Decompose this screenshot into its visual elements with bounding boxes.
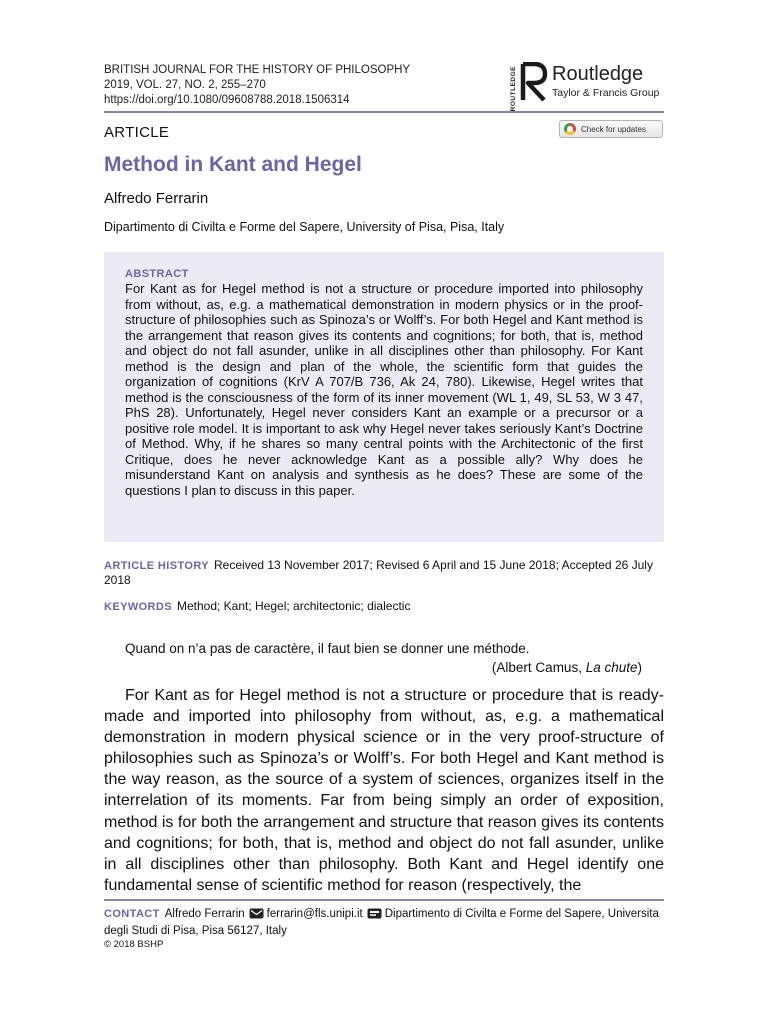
header-divider	[104, 111, 664, 113]
article-type-label: ARTICLE	[104, 124, 170, 141]
epigraph-source	[420, 660, 642, 675]
article-history-label: ARTICLE HISTORY	[104, 560, 210, 572]
check-updates-icon	[564, 123, 576, 135]
epigraph-quote: Quand on n’a pas de caractère, il faut bien se donner une méthode.	[125, 641, 530, 656]
publisher-name: Routledge	[552, 63, 644, 85]
article-title: Method in Kant and Hegel	[104, 153, 362, 176]
contact-name: Alfredo Ferrarin	[164, 908, 245, 920]
contact-email[interactable]: ferrarin@fls.unipi.it	[266, 908, 363, 920]
author-name: Alfredo Ferrarin	[104, 190, 209, 207]
abstract-heading: ABSTRACT	[125, 268, 189, 280]
keywords	[104, 599, 410, 613]
abstract-text: For Kant as for Hegel method is not a structure or procedure imported into philosophy from without, as, e.g. a mathematical demonstration in modern physics or in the proof-structure of philosophies such as Spinoza’s or Wolff’s. For both Hegel and Kant method is the arrangement that reason gives its contents and cognitions; for both, that is, method and object do not fall asunder, unlike in all disciplines other than philosophy. For Kant method is the design and plan of the whole, the scientific form that guides the organization of cognitions (KrV A 707/B 736, Ak 24, 780). Likewise, Hegel writes that method is the consciousness of the form of its inner movement (WL 1, 49, SL 53, W 3 47, PhS 28). Unfortunately, Hegel never considers Kant an example or a precursor or a positive role model. It is important to ask why Hegel never takes seriously Kant’s Doctrine of Method. Why, if he shares so many central points with the Architectonic of the first Critique, does he never acknowledge Kant as a possible ally? Why does he misunderstand Kant on analysis and synthesis as he does? These are some of the questions I plan to discuss in this paper.	[125, 281, 643, 498]
publisher-group: Taylor & Francis Group	[552, 87, 660, 99]
epigraph-source-close: )	[637, 660, 642, 675]
doi-link[interactable]: https://doi.org/10.1080/09608788.2018.1506314	[104, 94, 350, 106]
contact-address: Dipartimento di Civilta e Forme del Sapere, Universita degli Studi di Pisa, Pisa 56127, Italy	[104, 908, 659, 937]
volume-line: 2019, VOL. 27, NO. 2, 255–270	[104, 79, 266, 91]
journal-header	[104, 63, 410, 108]
journal-name: BRITISH JOURNAL FOR THE HISTORY OF PHILOSOPHY	[104, 64, 411, 76]
copyright-notice: © 2018 BSHP	[104, 939, 164, 950]
logo-side-text: ROUTLEDGE	[510, 66, 517, 112]
keywords-text: Method; Kant; Hegel; architectonic; dialectic	[176, 599, 411, 613]
routledge-r-icon	[520, 62, 550, 102]
epigraph-source-open: (Albert Camus,	[491, 660, 586, 675]
contact-label: CONTACT	[104, 908, 160, 920]
body-paragraph: For Kant as for Hegel method is not a structure or procedure that is ready-made and imported into philosophy from without, as, e.g. a mathematical demonstration in modern physical science or in the very proof-structure of philosophies such as Spinoza’s or Wolff’s. For both Hegel and Kant method is the way reason, as the source of a system of sciences, organizes itself in the interrelation of its moments. Far from being simply an order of exposition, method is for both the arrangement and structure that reason gives its contents and cognitions; for both, that is, method and object do not fall asunder, unlike in all disciplines other than philosophy. Both Kant and Hegel identify one fundamental sense of scientific method for reason (respectively, the	[104, 687, 664, 894]
envelope-icon	[249, 908, 264, 924]
mailbox-icon	[367, 908, 382, 924]
keywords-label: KEYWORDS	[104, 601, 172, 613]
author-affiliation: Dipartimento di Civilta e Forme del Sapere, University of Pisa, Pisa, Italy	[104, 220, 505, 234]
article-history-text: Received 13 November 2017; Revised 6 April and 15 June 2018; Accepted 26 July 2018	[104, 558, 653, 587]
check-updates-label: Check for updates	[581, 124, 646, 134]
epigraph-source-title: La chute	[585, 660, 638, 675]
contact-info	[104, 907, 674, 939]
article-history	[104, 559, 664, 587]
check-for-updates-button[interactable]	[559, 120, 663, 138]
publisher-logo	[510, 62, 670, 112]
footer-divider	[104, 899, 664, 901]
